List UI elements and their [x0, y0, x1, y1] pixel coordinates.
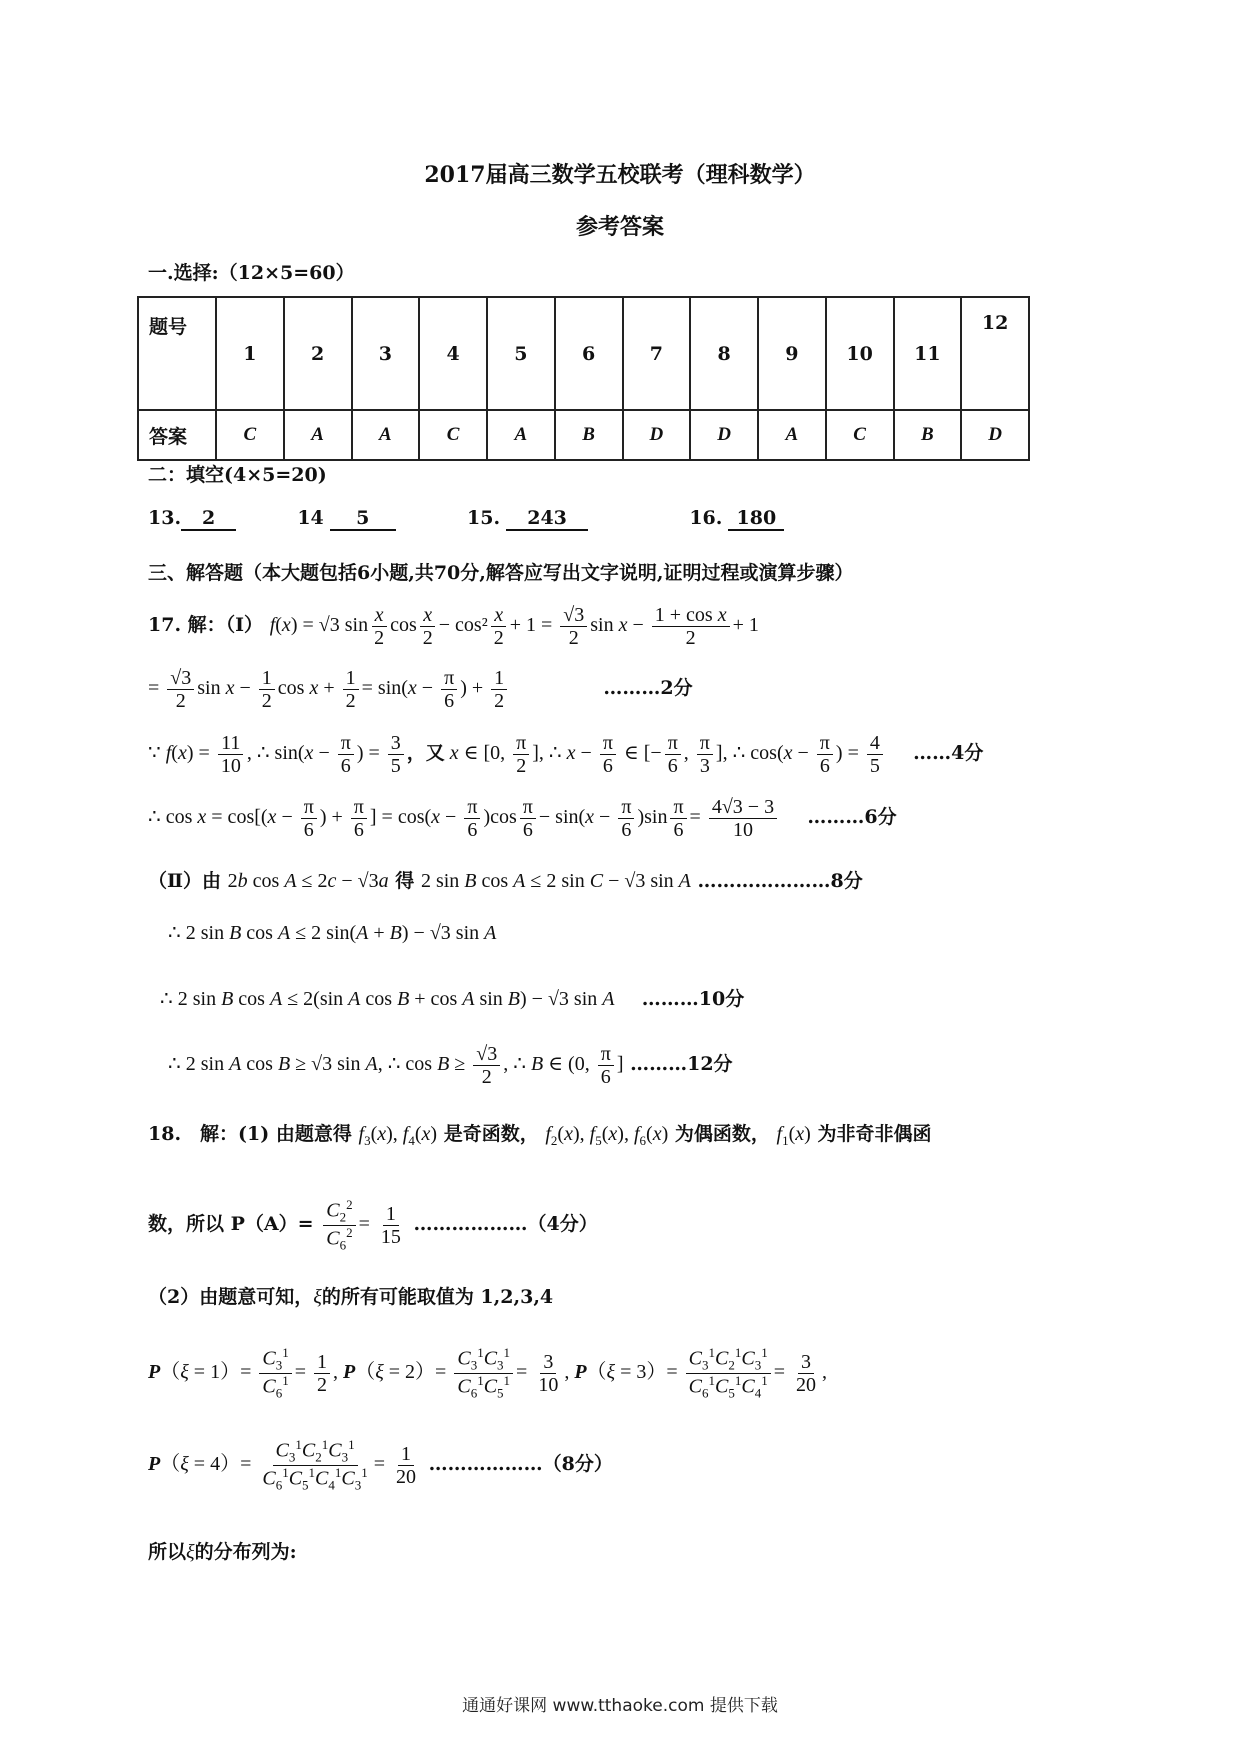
- q17-formula3a: ∵ f(x) = $\frac{11}{10}$ , ∴ sin(x − $\frac{\pi}{6}$ ) = $\frac{3}{5}$: [148, 742, 407, 764]
- question-number-cell: 10: [826, 297, 894, 410]
- q18-label: 18. 解：(1) 由题意得: [148, 1123, 352, 1145]
- q17-formula3b: x ∈ [0, $\frac{\pi}{2}$ ], ∴ x − $\frac{\pi}{6}$ ∈ [− $\frac{\pi}{6}$ , $\frac{\pi}{3}$ ], ∴ cos(x − $\frac{\pi}{6}$ ) = $\frac{4}{5}$: [445, 742, 886, 764]
- q18-p2: （2）由题意可知，: [148, 1286, 314, 1308]
- question-number-cell: 7: [623, 297, 691, 410]
- q17-score-12: ………12分: [630, 1053, 733, 1076]
- blank-14-number: 14: [297, 507, 324, 529]
- page-title: 2017届高三数学五校联考（理科数学）: [424, 162, 816, 188]
- answer-cell: A: [284, 410, 352, 460]
- q17-de: 得: [395, 870, 415, 892]
- q18-line1: [148, 1119, 931, 1149]
- question-number-cell: 5: [487, 297, 555, 410]
- q18-final: 所以: [148, 1541, 187, 1563]
- q17-formula7: ∴ 2 sin B cos A ≤ 2(sin A cos B + cos A sin B) − √3 sin A: [160, 988, 615, 1010]
- q17-formula6: ∴ 2 sin B cos A ≤ 2 sin(A + B) − √3 sin A: [168, 922, 497, 944]
- q17-score-2: ………2分: [603, 677, 693, 700]
- q17-formula2: = $\frac{√3}{2}$ sin x − $\frac{1}{2}$ cos x + $\frac{1}{2}$ = sin(x − $\frac{\pi}{6}$ ) + $\frac{1}{2}$: [148, 677, 510, 699]
- q18-score-4: ………………（4分）: [413, 1213, 598, 1236]
- q18-t4: 数，所以: [148, 1213, 225, 1236]
- answer-cell: A: [352, 410, 420, 460]
- q17-part2-label: （Ⅱ）由: [148, 870, 222, 892]
- q18-line4: [148, 1346, 827, 1401]
- q17-line7: [160, 984, 744, 1011]
- question-number-cell: 8: [690, 297, 758, 410]
- answer-cell: D: [623, 410, 691, 460]
- q18-line6: [148, 1537, 297, 1564]
- q18-p2b: 的所有可能取值为 1,2,3,4: [321, 1286, 554, 1308]
- answer-cell: A: [487, 410, 555, 460]
- q18-t3: 为非奇非偶函: [817, 1123, 932, 1145]
- answer-cell: A: [758, 410, 826, 460]
- answer-cell: C: [419, 410, 487, 460]
- q18-formula-p4: P（ξ = 4）= $\frac{C_3^1C_2^1C_3^1}{C_6^1C_5^1C_4^1C_3^1}$ = $\frac{1}{20}$: [148, 1437, 417, 1493]
- question-number-cell: 1: [216, 297, 284, 410]
- blank-13-number: 13.: [148, 507, 182, 529]
- q18-xi-final: ξ: [186, 1541, 195, 1563]
- q18-line2: [148, 1198, 598, 1253]
- blank-15-number: 15.: [467, 507, 501, 529]
- section2-heading: 二：填空(4×5=20): [148, 464, 327, 486]
- answer-table: [137, 296, 1030, 461]
- q18-neither-func: $f_1(x)$: [776, 1123, 811, 1148]
- q18-formula-p123: P（ξ = 1）= $\frac{C_3^1}{C_6^1}$ = $\frac{1}{2}$ , P（ξ = 2）= $\frac{C_3^1C_3^1}{C_6^1C_5^1}$ = $\frac{3}{10}$ , P（ξ = 3）= $\frac{C_3^1C_2^1C_3^1}{C_6^1C_5^1C_4^1}$ = $\frac{3}{20}$ ,: [148, 1345, 827, 1401]
- blank-14-answer: 5: [330, 507, 396, 531]
- section3-heading: 三、解答题（本大题包括6小题,共70分,解答应写出文字说明,证明过程或演算步骤）: [148, 562, 854, 584]
- question-number-cell: 9: [758, 297, 826, 410]
- q18-formula-pa: $\frac{C_2^2}{C_6^2}$ = $\frac{1}{15}$: [320, 1213, 407, 1235]
- q17-line3: [148, 732, 983, 777]
- row-label-number: 题号: [138, 297, 216, 410]
- question-number-cell: 6: [555, 297, 623, 410]
- q17-score-6: ………6分: [807, 806, 897, 829]
- answer-cell: C: [826, 410, 894, 460]
- q17-line1: [148, 604, 759, 649]
- q17-score-4: ……4分: [913, 742, 984, 765]
- q18-odd-funcs: $f_3(x)$, $f_4(x)$: [358, 1123, 438, 1148]
- q18-pa: P（A）=: [230, 1213, 314, 1236]
- q17-score-8: …………………8分: [697, 870, 863, 892]
- q17-line6: [168, 920, 496, 945]
- q18-even-funcs: $f_2(x)$, $f_5(x)$, $f_6(x)$: [545, 1123, 669, 1148]
- answer-cell: C: [216, 410, 284, 460]
- q17-formula4: ∴ cos x = cos[(x − $\frac{\pi}{6}$ ) + $\frac{\pi}{6}$ ] = cos(x − $\frac{\pi}{6}$ )cos $\frac{\pi}{6}$ − sin(x − $\frac{\pi}{6}$ )sin $\frac{\pi}{6}$ = $\frac{4√3 - 3}{10}$: [148, 806, 780, 828]
- q17-formula5a: 2b cos A ≤ 2c − √3a: [227, 870, 389, 892]
- q17-you: ，又: [406, 742, 445, 765]
- question-number-cell: 2: [284, 297, 352, 410]
- answer-cell: B: [555, 410, 623, 460]
- footer-watermark: 通通好课网 www.tthaoke.com 提供下载: [462, 1696, 778, 1716]
- q17-line2: [148, 667, 693, 712]
- answer-cell: B: [894, 410, 962, 460]
- q17-formula8: ∴ 2 sin A cos B ≥ √3 sin A, ∴ cos B ≥ $\frac{√3}{2}$ , ∴ B ∈ (0, $\frac{\pi}{6}$ ]: [168, 1043, 624, 1088]
- q18-xi: ξ: [313, 1286, 322, 1308]
- q18-t2: 为偶函数，: [674, 1123, 770, 1145]
- q17-score-10: ………10分: [641, 988, 745, 1010]
- blank-13-answer: 2: [181, 507, 236, 531]
- q17-line5: [148, 866, 863, 893]
- q18-line5: [148, 1438, 613, 1493]
- q17-formula1: f(x) = √3 sin $\frac{x}{2}$ cos $\frac{x}{2}$ − cos² $\frac{x}{2}$ + 1 = $\frac{√3}{2}$ sin x − $\frac{\text{1 + cos x}}{2}$ + 1: [269, 604, 759, 649]
- section1-heading: 一.选择:（12×5=60）: [148, 262, 355, 284]
- q18-final-b: 的分布列为:: [194, 1541, 297, 1563]
- q18-line3: [148, 1282, 553, 1309]
- fill-blank-answers: [148, 507, 784, 531]
- answer-cell: D: [961, 410, 1029, 460]
- row-label-answer: 答案: [138, 410, 216, 460]
- q18-t1: 是奇函数，: [443, 1123, 539, 1145]
- page-subtitle: 参考答案: [575, 214, 664, 240]
- question-number-cell: 3: [352, 297, 420, 410]
- question-number-cell: 4: [419, 297, 487, 410]
- blank-16-number: 16.: [689, 507, 723, 529]
- question-number-cell: 11: [894, 297, 962, 410]
- answer-cell: D: [690, 410, 758, 460]
- q17-line4: [148, 796, 897, 841]
- blank-15-answer: 243: [506, 507, 588, 531]
- q17-label: 17. 解：（Ⅰ）: [148, 614, 264, 637]
- blank-16-answer: 180: [728, 507, 784, 531]
- q17-formula5b: 2 sin B cos A ≤ 2 sin C − √3 sin A: [420, 870, 691, 892]
- q18-score-8: ………………（8分）: [428, 1453, 613, 1476]
- q17-line8: [168, 1043, 733, 1088]
- question-number-cell: 12: [961, 297, 1029, 410]
